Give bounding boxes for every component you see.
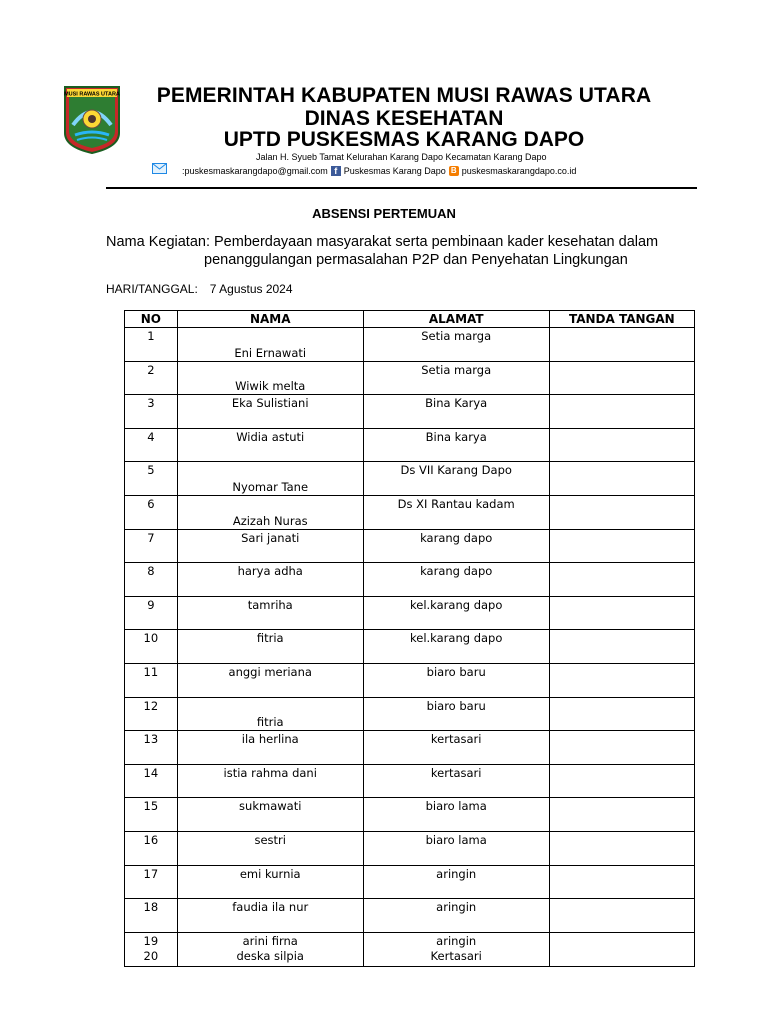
table-row: [125, 328, 695, 362]
email-text: :puskesmaskarangdapo@gmail.com: [182, 166, 328, 176]
activity-name: [106, 233, 658, 269]
cell-alamat: aringin: [363, 899, 549, 933]
cell-alamat: biaro baru: [363, 663, 549, 697]
letterhead-address: Jalan H. Syueb Tamat Kelurahan Karang Dapo Kecamatan Karang Dapo: [256, 152, 547, 162]
header-alamat: ALAMAT: [363, 311, 549, 328]
cell-no-pair: [125, 932, 178, 966]
cell-nama: sestri: [177, 831, 363, 865]
envelope-icon: [152, 163, 167, 174]
cell-no: 16: [125, 831, 178, 865]
cell-signature: [549, 395, 694, 429]
cell-nama: faudia ila nur: [177, 899, 363, 933]
cell-no: 20: [143, 948, 159, 963]
cell-nama: Eka Sulistiani: [177, 395, 363, 429]
cell-alamat: kertasari: [363, 731, 549, 765]
cell-nama: tamriha: [177, 596, 363, 630]
table-row: [125, 361, 695, 395]
table-row: [125, 798, 695, 832]
cell-alamat: biaro baru: [363, 697, 549, 731]
cell-nama: emi kurnia: [177, 865, 363, 899]
cell-alamat: biaro lama: [363, 831, 549, 865]
table-row: [125, 529, 695, 563]
cell-nama: istia rahma dani: [177, 764, 363, 798]
table-row: [125, 932, 695, 966]
cell-alamat: Ds VII Karang Dapo: [363, 462, 549, 496]
letterhead-government: PEMERINTAH KABUPATEN MUSI RAWAS UTARA: [156, 84, 652, 107]
document-title: ABSENSI PERTEMUAN: [312, 206, 456, 221]
cell-no: 3: [125, 395, 178, 429]
table-row: [125, 428, 695, 462]
table-row: [125, 731, 695, 765]
cell-signature: [549, 428, 694, 462]
table-row: [125, 462, 695, 496]
cell-no: 14: [125, 764, 178, 798]
cell-nama: Nyomar Tane: [177, 462, 363, 496]
cell-nama: anggi meriana: [177, 663, 363, 697]
date-value: 7 Agustus 2024: [209, 282, 293, 296]
cell-nama-pair: [177, 932, 363, 966]
letterhead-contacts: [152, 162, 576, 180]
cell-alamat: Kertasari: [430, 948, 482, 963]
cell-alamat: Ds XI Rantau kadam: [363, 495, 549, 529]
header-no: NO: [125, 311, 178, 328]
letterhead-divider: [106, 187, 697, 189]
date-label: HARI/TANGGAL:: [106, 282, 198, 296]
cell-alamat: Setia marga: [363, 328, 549, 362]
cell-signature: [549, 462, 694, 496]
facebook-text: Puskesmas Karang Dapo: [343, 166, 446, 176]
cell-signature: [549, 798, 694, 832]
attendance-table: [124, 310, 695, 967]
cell-nama: deska silpia: [236, 948, 304, 963]
cell-no: 10: [125, 630, 178, 664]
cell-nama: Eni Ernawati: [177, 328, 363, 362]
cell-signature: [549, 831, 694, 865]
cell-alamat: kel.karang dapo: [363, 630, 549, 664]
cell-nama: Wiwik melta: [177, 361, 363, 395]
cell-signature: [549, 596, 694, 630]
cell-signature: [549, 663, 694, 697]
header-nama: NAMA: [177, 311, 363, 328]
cell-no: 13: [125, 731, 178, 765]
table-row: [125, 395, 695, 429]
facebook-icon: f: [331, 166, 341, 176]
cell-signature: [549, 563, 694, 597]
table-row: [125, 495, 695, 529]
cell-nama: arini firna: [242, 933, 298, 948]
cell-signature: [549, 764, 694, 798]
cell-alamat: aringin: [363, 865, 549, 899]
cell-alamat: aringin: [436, 933, 477, 948]
cell-alamat: karang dapo: [363, 563, 549, 597]
cell-nama: Sari janati: [177, 529, 363, 563]
cell-signature: [549, 495, 694, 529]
letterhead-unit: UPTD PUSKESMAS KARANG DAPO: [223, 128, 585, 151]
cell-nama: ila herlina: [177, 731, 363, 765]
cell-no: 18: [125, 899, 178, 933]
cell-signature: [549, 630, 694, 664]
table-row: [125, 596, 695, 630]
cell-alamat-pair: [363, 932, 549, 966]
cell-no: 2: [125, 361, 178, 395]
cell-no: 11: [125, 663, 178, 697]
cell-signature: [549, 529, 694, 563]
cell-no: 4: [125, 428, 178, 462]
cell-alamat: kertasari: [363, 764, 549, 798]
cell-signature: [549, 328, 694, 362]
cell-signature: [549, 697, 694, 731]
cell-nama: Azizah Nuras: [177, 495, 363, 529]
cell-no: 15: [125, 798, 178, 832]
cell-nama: harya adha: [177, 563, 363, 597]
cell-nama: fitria: [177, 697, 363, 731]
table-header-row: [125, 311, 695, 328]
cell-signature: [549, 731, 694, 765]
table-row: [125, 831, 695, 865]
cell-nama: sukmawati: [177, 798, 363, 832]
table-row: [125, 563, 695, 597]
cell-signature: [549, 865, 694, 899]
cell-signature: [549, 899, 694, 933]
table-row: [125, 697, 695, 731]
blogger-icon: B: [449, 166, 459, 176]
cell-alamat: kel.karang dapo: [363, 596, 549, 630]
cell-no: 1: [125, 328, 178, 362]
logo-text: MUSI RAWAS UTARA: [64, 91, 120, 98]
cell-no: 12: [125, 697, 178, 731]
table-row: [125, 663, 695, 697]
table-row: [125, 630, 695, 664]
cell-alamat: Bina Karya: [363, 395, 549, 429]
cell-signature: [549, 361, 694, 395]
cell-no: 17: [125, 865, 178, 899]
table-row: [125, 865, 695, 899]
date-line: [106, 282, 293, 296]
cell-nama: Widia astuti: [177, 428, 363, 462]
activity-line-1: Nama Kegiatan: Pemberdayaan masyarakat serta pembinaan kader kesehatan dalam: [106, 234, 659, 250]
cell-no: 9: [125, 596, 178, 630]
cell-nama: fitria: [177, 630, 363, 664]
letterhead-department: DINAS KESEHATAN: [304, 107, 504, 130]
table-row: [125, 899, 695, 933]
cell-no: 19: [143, 933, 159, 948]
cell-signature: [549, 932, 694, 966]
cell-no: 5: [125, 462, 178, 496]
cell-alamat: biaro lama: [363, 798, 549, 832]
blog-text: puskesmaskarangdapo.co.id: [461, 166, 577, 176]
cell-no: 8: [125, 563, 178, 597]
table-row: [125, 764, 695, 798]
cell-alamat: Setia marga: [363, 361, 549, 395]
cell-no: 6: [125, 495, 178, 529]
cell-alamat: karang dapo: [363, 529, 549, 563]
header-tanda-tangan: TANDA TANGAN: [549, 311, 694, 328]
cell-alamat: Bina karya: [363, 428, 549, 462]
activity-line-2: penanggulangan permasalahan P2P dan Penyehatan Lingkungan: [204, 252, 628, 268]
cell-no: 7: [125, 529, 178, 563]
